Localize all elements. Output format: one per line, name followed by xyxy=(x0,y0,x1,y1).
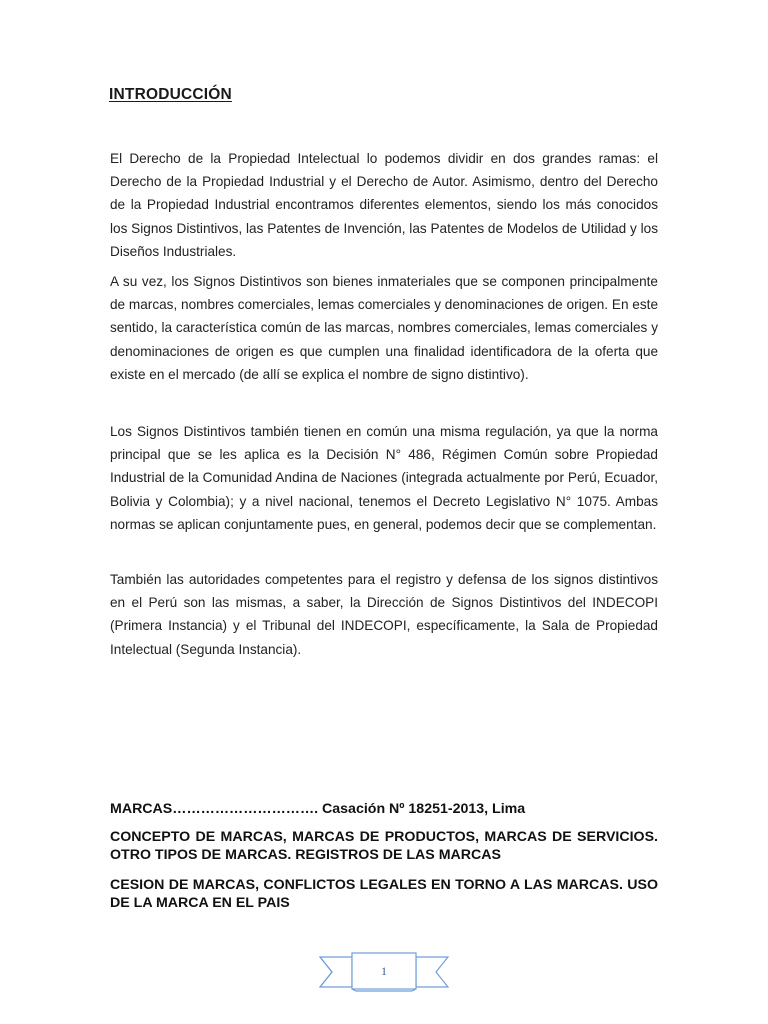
page-number: 1 xyxy=(381,964,387,978)
paragraph-1: El Derecho de la Propiedad Intelectual lo podemos dividir en dos grandes ramas: el Derecho de la Propiedad Industrial y el Derecho de Autor. Asimismo, dentro del Derecho de la Propiedad Industrial encontramos diferentes elementos, siendo los más conocidos los Signos Distintivos, las Patentes de Invención, las Patentes de Modelos de Utilidad y los Diseños Industriales. xyxy=(110,151,658,259)
paragraph-4: También las autoridades competentes para el registro y defensa de los signos distintivos en el Perú son las mismas, a saber, la Dirección de Signos Distintivos del INDECOPI (Primera Instancia) y el Tribunal del INDECOPI, específicamente, la Sala de Propiedad Intelectual (Segunda Instancia). xyxy=(110,572,658,657)
page-number-ribbon xyxy=(318,951,450,993)
document-title: INTRODUCCIÓN xyxy=(109,86,232,103)
paragraph-2: A su vez, los Signos Distintivos son bienes inmateriales que se componen principalmente de marcas, nombres comerciales, lemas comerciales y denominaciones de origen. En este sentido, la característica común de las marcas, nombres comerciales, lemas comerciales y denominaciones de origen es que cumplen una finalidad identificadora de la oferta que existe en el mercado (de allí se explica el nombre de signo distintivo). xyxy=(110,274,658,382)
section-heading-marcas: MARCAS…………………………. Casación Nº 18251-2013, Lima xyxy=(110,801,526,817)
section-heading-cesion: CESION DE MARCAS, CONFLICTOS LEGALES EN TORNO A LAS MARCAS. USO DE LA MARCA EN EL PAIS xyxy=(110,877,658,911)
section-heading-concepto: CONCEPTO DE MARCAS, MARCAS DE PRODUCTOS, MARCAS DE SERVICIOS. OTRO TIPOS DE MARCAS. REGISTROS DE LAS MARCAS xyxy=(110,829,658,863)
paragraph-3: Los Signos Distintivos también tienen en común una misma regulación, ya que la norma principal que se les aplica es la Decisión N° 486, Régimen Común sobre Propiedad Industrial de la Comunidad Andina de Naciones (integrada actualmente por Perú, Ecuador, Bolivia y Colombia); y a nivel nacional, tenemos el Decreto Legislativo N° 1075. Ambas normas se aplican conjuntamente pues, en general, podemos decir que se complementan. xyxy=(110,424,658,532)
